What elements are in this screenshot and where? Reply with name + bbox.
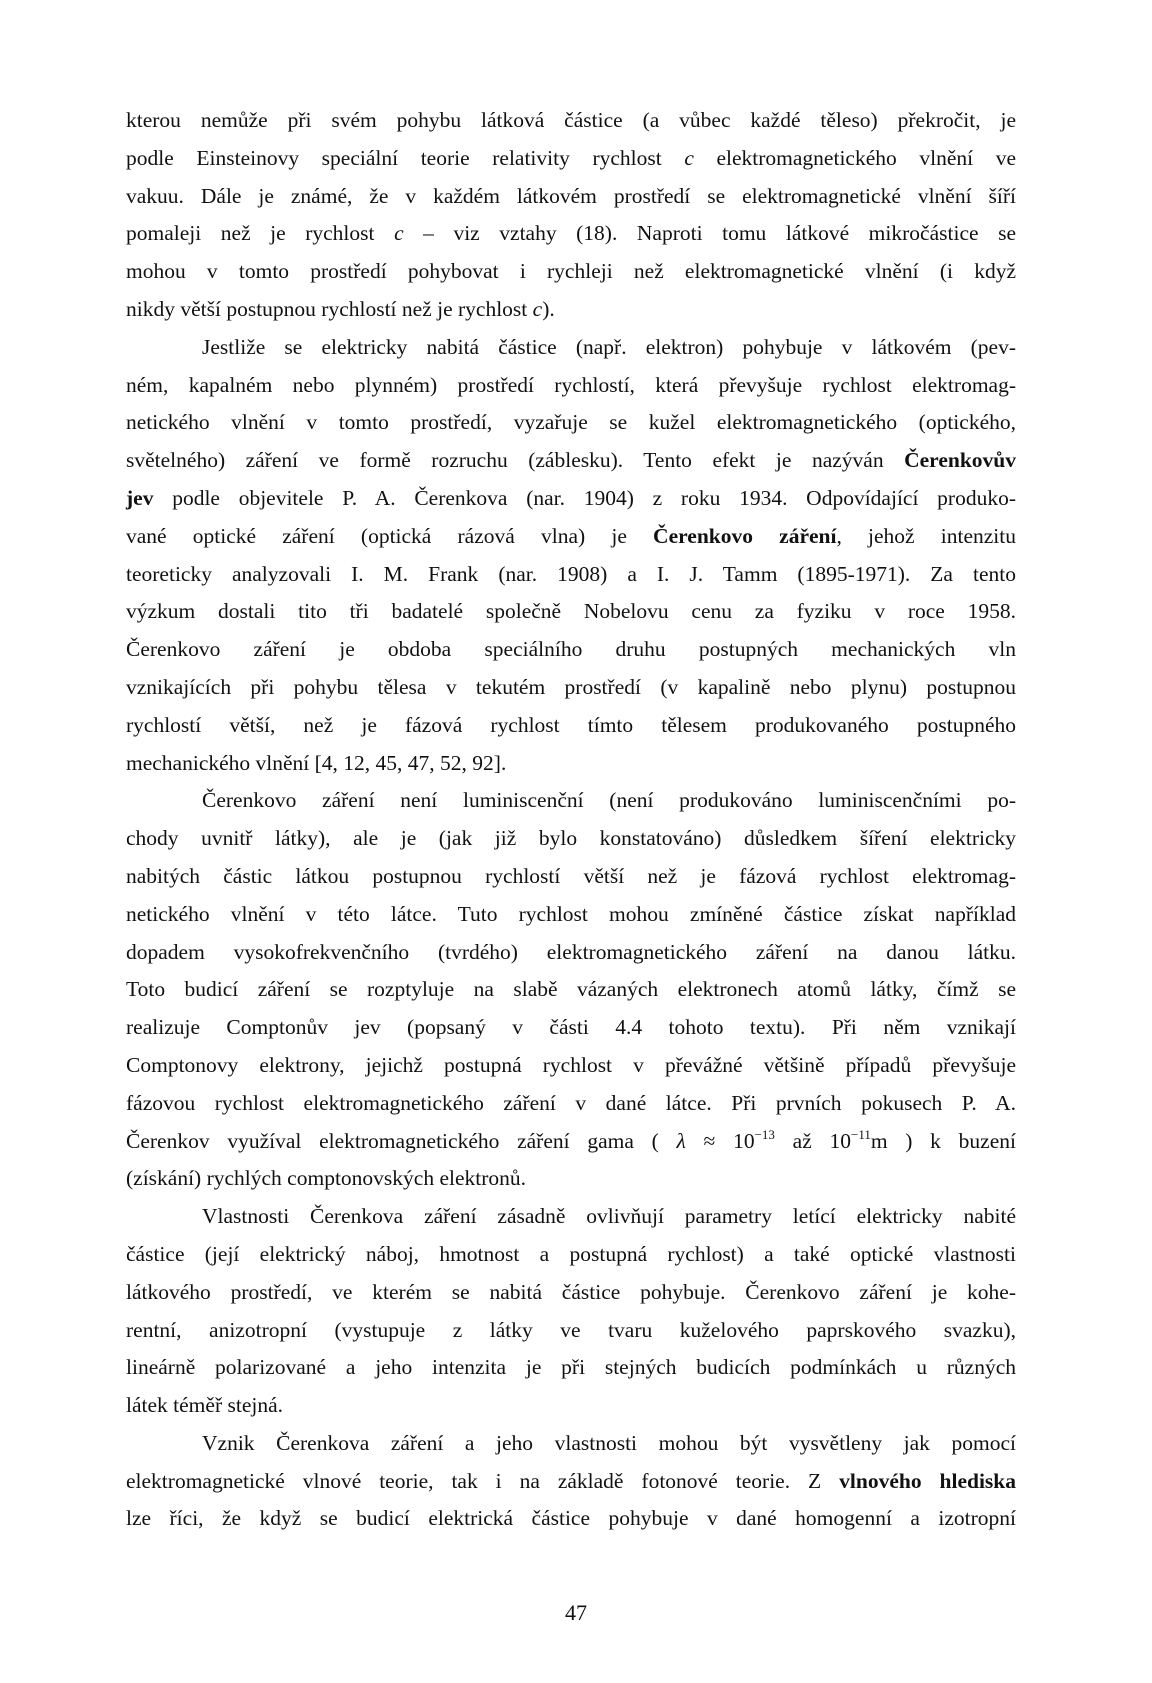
text-line: nabitých částic látkou postupnou rychlostí větší než je fázová rychlost elektromag- <box>126 863 1016 888</box>
text-line: lineárně polarizované a jeho intenzita je při stejných budicích podmínkách u různých <box>126 1355 1016 1380</box>
text-line: Vznik Čerenkova záření a jeho vlastnosti mohou být vysvětleny jak pomocí <box>202 1430 1016 1455</box>
paragraph <box>126 102 1016 329</box>
text-line: teoreticky analyzovali I. M. Frank (nar. 1908) a I. J. Tamm (1895-1971). Za tento <box>126 561 1016 586</box>
text-line: (získání) rychlých comptonovských elektronů. <box>126 1166 527 1191</box>
text-line: podle Einsteinovy speciální teorie relativity rychlost c elektromagnetického vlnění ve <box>126 145 1016 170</box>
lambda-symbol: λ <box>676 1128 686 1153</box>
variable-c: c <box>532 296 543 321</box>
text-line: rentní, anizotropní (vystupuje z látky ve tvaru kuželového paprskového svazku), <box>126 1317 1016 1342</box>
exponent: −11 <box>850 1126 871 1142</box>
text-line: kterou nemůže při svém pohybu látková částice (a vůbec každé těleso) překročit, je <box>126 108 1016 132</box>
bold-term: Čerenkovo záření <box>653 523 837 548</box>
text-line: Comptonovy elektrony, jejichž postupná rychlost v převážné většině případů převyšuje <box>126 1052 1016 1077</box>
text-line: výzkum dostali tito tři badatelé společně Nobelovu cenu za fyziku v roce 1958. <box>126 599 1016 624</box>
text-line: světelného) záření ve formě rozruchu (záblesku). Tento efekt je nazýván Čerenkovův <box>126 448 1016 473</box>
bold-term: Čerenkovův <box>904 448 1016 473</box>
text-line: částice (její elektrický náboj, hmotnost a postupná rychlost) a také optické vlastnosti <box>126 1241 1016 1266</box>
bold-term: jev <box>126 485 154 510</box>
paragraph <box>126 782 1016 1198</box>
text-line: fázovou rychlost elektromagnetického záření v dané látce. Při prvních pokusech P. A. <box>126 1090 1016 1115</box>
text-line: dopadem vysokofrekvenčního (tvrdého) elektromagnetického záření na danou látku. <box>126 939 1016 964</box>
text-line: rychlostí větší, než je fázová rychlost tímto tělesem produkovaného postupného <box>126 712 1016 737</box>
text-line: netického vlnění v tomto prostředí, vyzařuje se kužel elektromagnetického (optického, <box>126 410 1016 435</box>
text-line: Čerenkovo záření není luminiscenční (není produkováno luminiscenčními po- <box>202 788 1016 813</box>
text-line: pomaleji než je rychlost c – viz vztahy (18). Naproti tomu látkové mikročástice se <box>126 221 1016 246</box>
paragraph <box>126 1198 1016 1425</box>
variable-c: c <box>394 221 404 246</box>
page-number: 47 <box>565 1600 587 1625</box>
variable-c: c <box>684 145 694 170</box>
text-line: lze říci, že když se budicí elektrická částice pohybuje v dané homogenní a izotropní <box>126 1506 1016 1531</box>
text-line: vznikajících při pohybu tělesa v tekutém prostředí (v kapalině nebo plynu) postupnou <box>126 674 1016 699</box>
text-line: Jestliže se elektricky nabitá částice (např. elektron) pohybuje v látkovém (pev- <box>202 334 1016 359</box>
text-line: ném, kapalném nebo plynném) prostředí rychlostí, která převyšuje rychlost elektromag- <box>126 372 1016 397</box>
text-line: Toto budicí záření se rozptyluje na slabě vázaných elektronech atomů látky, čímž se <box>126 977 1016 1002</box>
paragraph <box>126 329 1016 783</box>
text-line: mechanického vlnění [4, 12, 45, 47, 52, 92]. <box>126 750 507 775</box>
text-line: netického vlnění v této látce. Tuto rychlost mohou zmíněné částice získat například <box>126 901 1016 926</box>
paragraph <box>126 1425 1016 1538</box>
exponent: −13 <box>754 1126 775 1142</box>
text-line: mohou v tomto prostředí pohybovat i rychleji než elektromagnetické vlnění (i když <box>126 259 1016 284</box>
text-line: vakuu. Dále je známé, že v každém látkovém prostředí se elektromagnetické vlnění šíří <box>126 183 1016 208</box>
document-page <box>126 102 1016 1538</box>
text-line: Vlastnosti Čerenkova záření zásadně ovlivňují parametry letící elektricky nabité <box>202 1204 1016 1229</box>
text-line: Čerenkovo záření je obdoba speciálního druhu postupných mechanických vln <box>126 637 1016 662</box>
text-line: vané optické záření (optická rázová vlna) je Čerenkovo záření, jehož intenzitu <box>126 523 1016 548</box>
text-line: jev podle objevitele P. A. Čerenkova (nar. 1904) z roku 1934. Odpovídající produko- <box>126 485 1016 510</box>
text-line: elektromagnetické vlnové teorie, tak i na základě fotonové teorie. Z vlnového hlediska <box>126 1468 1016 1493</box>
text-line: nikdy větší postupnou rychlostí než je rychlost c). <box>126 296 555 321</box>
text-line: látek téměř stejná. <box>126 1393 283 1418</box>
bold-term: vlnového hlediska <box>839 1468 1016 1493</box>
text-line-formula: Čerenkov využíval elektromagnetického záření gama ( $\lambda \approx 10^{-13}$ až $10^{-11}m$ ) k buzení <box>126 1126 1016 1153</box>
text-line: látkového prostředí, ve kterém se nabitá částice pohybuje. Čerenkovo záření je kohe- <box>126 1279 1016 1304</box>
text-line: realizuje Comptonův jev (popsaný v části 4.4 tohoto textu). Při něm vznikají <box>126 1015 1016 1040</box>
text-line: chody uvnitř látky), ale je (jak již bylo konstatováno) důsledkem šíření elektricky <box>126 826 1016 851</box>
